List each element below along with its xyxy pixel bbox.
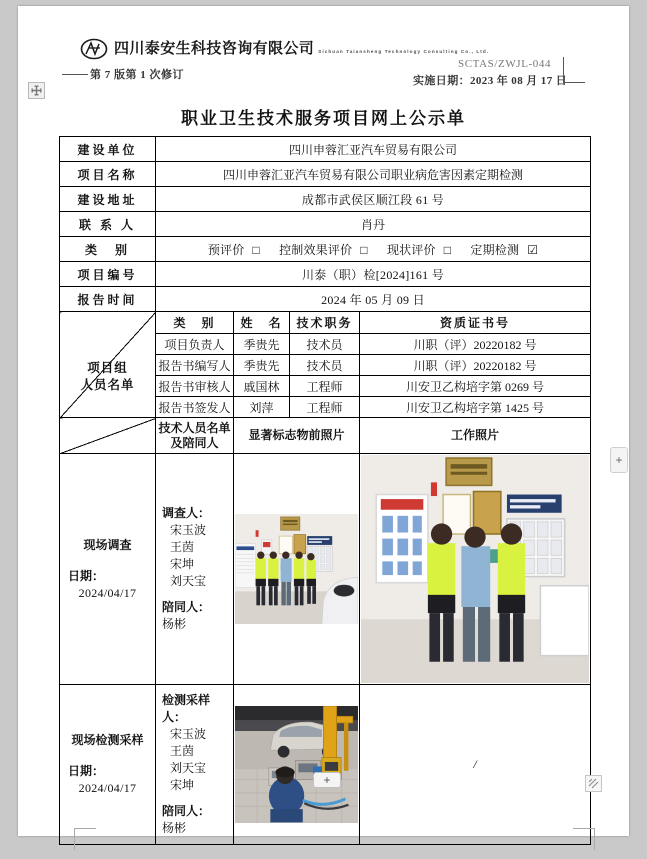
sampling-person-1: 王茵: [170, 744, 195, 759]
category-option-2-checkbox[interactable]: □: [443, 242, 452, 257]
construction-address-label: 建设地址: [60, 187, 156, 212]
section-title-sampling: 现场检测采样: [71, 733, 144, 748]
project-code-label: 项目编号: [60, 262, 156, 287]
resize-corner-icon: [588, 778, 599, 789]
header-rule-horizontal: [563, 82, 585, 83]
personnel-title-1: 技术员: [290, 355, 360, 376]
category-option-0-checkbox[interactable]: □: [252, 242, 260, 257]
section-title-survey: 现场调查: [83, 537, 132, 552]
personnel-name-0: 季贵先: [234, 334, 290, 355]
main-table-wrapper: [59, 136, 590, 845]
construction-unit-value[interactable]: 四川申蓉汇亚汽车贸易有限公司: [156, 137, 591, 162]
personnel-name-3: 刘萍: [234, 397, 290, 418]
personnel-role-1: 报告书编写人: [156, 355, 234, 376]
table-row-contact: [60, 212, 591, 237]
public-notice-table: [59, 136, 591, 845]
table-resize-handle[interactable]: [585, 775, 602, 792]
personnel-cert-3: 川安卫乙构培字第 1425 号: [360, 397, 591, 418]
revision-rule: [62, 74, 88, 75]
project-code-value[interactable]: 川泰（职）检[2024]161 号: [156, 262, 591, 287]
section-label-survey: [60, 454, 156, 685]
survey-escort-0: 杨彬: [162, 617, 187, 631]
personnel-column-cert: 资质证书号: [360, 312, 591, 334]
category-option-2[interactable]: [383, 243, 455, 257]
survey-person-2: 宋坤: [170, 557, 195, 571]
company-logo-icon: [80, 38, 108, 60]
section-label-sampling: [60, 685, 156, 845]
document-code: SCTAS/ZWJL-044: [458, 58, 552, 70]
personnel-title-2: 工程师: [290, 376, 360, 397]
personnel-name-2: 戚国林: [234, 376, 290, 397]
construction-unit-label: 建设单位: [60, 137, 156, 162]
table-row-construction-unit: [60, 137, 591, 162]
report-time-label: 报告时间: [60, 287, 156, 312]
category-option-3-checkbox[interactable]: ☑: [527, 242, 539, 257]
crop-mark-bottom-right: [573, 828, 595, 850]
personnel-title-3: 工程师: [290, 397, 360, 418]
personnel-column-name: 姓 名: [234, 312, 290, 334]
category-option-1-label: 控制效果评价: [279, 242, 353, 257]
category-option-0[interactable]: [204, 243, 264, 257]
photo-section-sampling: [60, 685, 591, 845]
contact-value[interactable]: 肖丹: [156, 212, 591, 237]
section-date-value-sampling: 2024/04/17: [78, 781, 137, 796]
sampling-person-3: 宋坤: [170, 778, 195, 793]
photo-corner-cell: [60, 418, 156, 454]
sampling-names-gap: [162, 794, 233, 803]
implementation-date: 实施日期：2023 年 08 月 17 日: [413, 75, 568, 87]
section-people-survey: [156, 454, 234, 685]
category-option-2-label: 现状评价: [386, 242, 436, 257]
company-name-en: Sichuan Taiansheng Technology Consulting Co., Ltd.: [318, 49, 490, 54]
sampling-people-head: 检测采样人：: [162, 693, 211, 725]
section-date-label-sampling: 日期：: [68, 764, 105, 779]
page-title: 职业卫生技术服务项目网上公示单: [181, 109, 466, 128]
personnel-title-0: 技术员: [290, 334, 360, 355]
sampling-escort-0: 杨彬: [162, 821, 187, 836]
project-name-value[interactable]: 四川申蓉汇亚汽车贸易有限公司职业病危害因素定期检测: [156, 162, 591, 187]
survey-person-1: 王茵: [170, 540, 195, 554]
personnel-header-row: [60, 312, 591, 334]
category-option-3[interactable]: [466, 243, 542, 257]
add-row-button[interactable]: +: [313, 772, 341, 788]
personnel-role-2: 报告书审核人: [156, 376, 234, 397]
table-move-handle[interactable]: [28, 82, 45, 99]
personnel-role-3: 报告书签发人: [156, 397, 234, 418]
category-option-3-label: 定期检测: [470, 242, 520, 257]
survey-photo-work[interactable]: [360, 454, 591, 685]
personnel-cert-1: 川职（评）20220182 号: [360, 355, 591, 376]
sampling-person-0: 宋玉波: [170, 727, 207, 742]
report-time-value[interactable]: 2024 年 05 月 09 日: [156, 287, 591, 312]
photo-column-people-line1: 技术人员名单: [158, 420, 231, 435]
table-row-report-time: [60, 287, 591, 312]
photo-column-people-line2: 及陪同人: [170, 435, 219, 450]
company-logo: [80, 38, 489, 60]
personnel-column-title: 技术职务: [290, 312, 360, 334]
personnel-role-0: 项目负责人: [156, 334, 234, 355]
document-header: [18, 6, 629, 87]
personnel-name-1: 季贵先: [234, 355, 290, 376]
survey-names-gap: [162, 590, 233, 599]
photo-column-work: 工作照片: [360, 418, 591, 454]
sampling-photo-work-placeholder[interactable]: /: [360, 685, 591, 845]
table-row-category: [60, 237, 591, 262]
crop-mark-bottom-left: [74, 828, 96, 850]
personnel-group-label-line2: 人员名单: [80, 377, 135, 392]
revision-text: 第 7 版第 1 次修订: [90, 69, 184, 81]
personnel-cert-2: 川安卫乙构培字第 0269 号: [360, 376, 591, 397]
table-row-project-code: [60, 262, 591, 287]
category-option-1[interactable]: [275, 243, 372, 257]
survey-person-0: 宋玉波: [170, 523, 207, 537]
construction-address-value[interactable]: 成都市武侯区顺江段 61 号: [156, 187, 591, 212]
add-column-button[interactable]: +: [610, 447, 628, 473]
header-rule-vertical: [563, 57, 564, 83]
photo-section-survey: [60, 454, 591, 685]
section-date-label-survey: 日期：: [68, 568, 105, 583]
photo-column-people: [156, 418, 234, 454]
sampling-escort-head: 陪同人：: [162, 804, 211, 819]
sampling-photo-landmark[interactable]: [234, 685, 360, 845]
category-option-0-label: 预评价: [207, 242, 245, 257]
personnel-group-label-line1: 项目组: [87, 360, 128, 375]
survey-photo-landmark[interactable]: [234, 454, 360, 685]
photo-column-landmark: 显著标志物前照片: [234, 418, 360, 454]
survey-person-3: 刘天宝: [170, 574, 207, 588]
table-row-project-name: [60, 162, 591, 187]
personnel-column-role: 类 别: [156, 312, 234, 334]
project-name-label: 项目名称: [60, 162, 156, 187]
company-logo-text: [114, 41, 489, 57]
photo-header-row: [60, 418, 591, 454]
company-name-cn: 四川泰安生科技咨询有限公司: [114, 40, 315, 57]
personnel-cert-0: 川职（评）20220182 号: [360, 334, 591, 355]
category-label: 类 别: [60, 237, 156, 262]
category-option-1-checkbox[interactable]: □: [360, 242, 368, 257]
sampling-person-2: 刘天宝: [170, 761, 207, 776]
category-options[interactable]: [156, 237, 591, 262]
table-row-construction-address: [60, 187, 591, 212]
survey-escort-head: 陪同人：: [162, 600, 211, 614]
section-people-sampling: [156, 685, 234, 845]
survey-people-head: 调查人：: [162, 506, 211, 520]
contact-label: 联 系 人: [60, 212, 156, 237]
move-cross-icon: [31, 85, 42, 96]
personnel-group-cell: [60, 312, 156, 418]
section-date-value-survey: 2024/04/17: [78, 585, 137, 600]
document-sheet: [18, 6, 629, 836]
